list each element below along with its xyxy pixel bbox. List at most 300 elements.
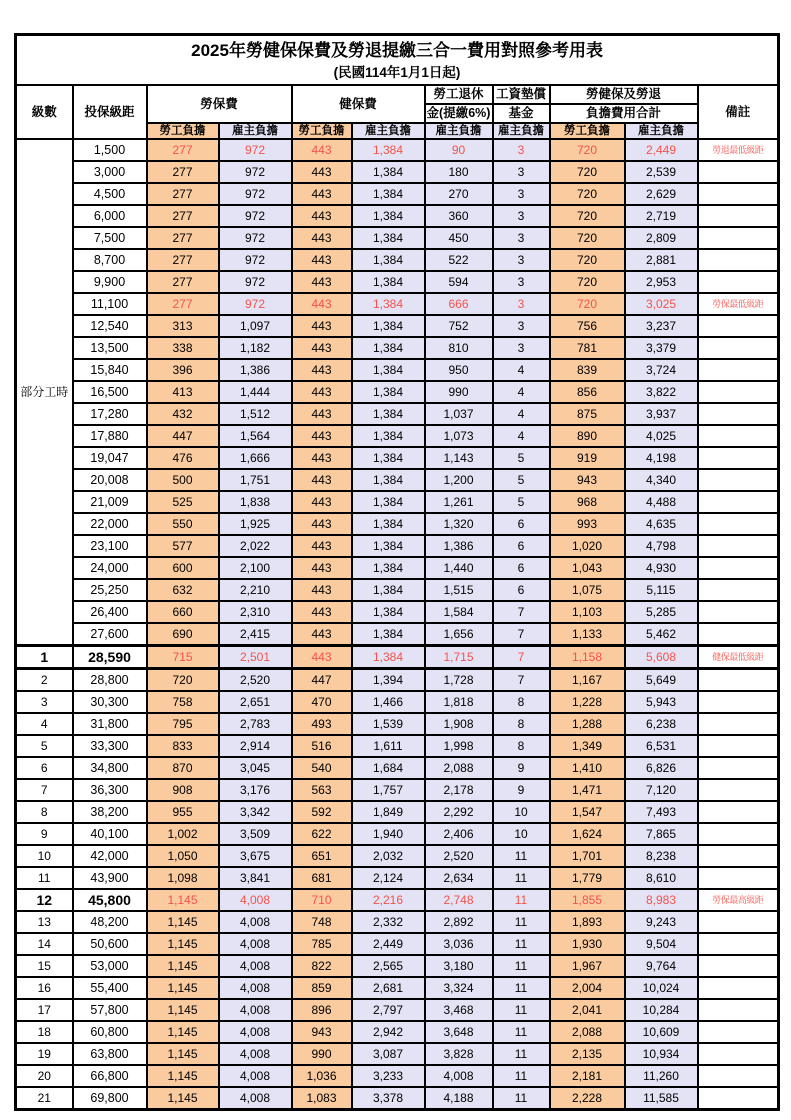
cell-value: 443 [292, 139, 352, 161]
cell-value: 2,210 [219, 579, 292, 601]
cell-remark [698, 999, 779, 1021]
cell-value: 795 [147, 713, 219, 735]
cell-value: 3 [493, 183, 550, 205]
cell-value: 550 [147, 513, 219, 535]
cell-value: 3,378 [352, 1087, 425, 1110]
cell-value: 443 [292, 271, 352, 293]
cell-value: 11 [493, 911, 550, 933]
cell-remark [698, 403, 779, 425]
cell-remark [698, 623, 779, 646]
cell-value: 1,838 [219, 491, 292, 513]
cell-remark [698, 601, 779, 623]
cell-value: 3 [493, 271, 550, 293]
cell-remark: 勞退最低級距 [698, 139, 779, 161]
cell-value: 2,406 [425, 823, 493, 845]
cell-remark [698, 911, 779, 933]
cell-remark [698, 977, 779, 999]
cell-value: 3 [493, 337, 550, 359]
cell-value: 443 [292, 403, 352, 425]
cell-value: 4,008 [425, 1065, 493, 1087]
cell-bracket: 50,600 [73, 933, 147, 955]
cell-value: 2,022 [219, 535, 292, 557]
cell-value: 1,043 [550, 557, 625, 579]
cell-bracket: 33,300 [73, 735, 147, 757]
subheader-total-employer: 雇主負擔 [625, 123, 698, 139]
cell-value: 4,008 [219, 933, 292, 955]
cell-level: 16 [16, 977, 73, 999]
cell-value: 450 [425, 227, 493, 249]
subheader-labor-employee: 勞工負擔 [147, 123, 219, 139]
cell-value: 2,332 [352, 911, 425, 933]
cell-bracket: 27,600 [73, 623, 147, 646]
header-health-insurance: 健保費 [292, 85, 425, 123]
cell-value: 666 [425, 293, 493, 315]
cell-value: 1,145 [147, 1065, 219, 1087]
cell-value: 720 [550, 227, 625, 249]
table-row [16, 579, 779, 601]
cell-value: 1,228 [550, 691, 625, 713]
header-level: 級數 [16, 85, 73, 139]
header-labor-insurance: 勞保費 [147, 85, 292, 123]
table-row [16, 669, 779, 692]
cell-value: 577 [147, 535, 219, 557]
cell-value: 5 [493, 469, 550, 491]
cell-value: 1,073 [425, 425, 493, 447]
cell-bracket: 1,500 [73, 139, 147, 161]
cell-value: 720 [550, 293, 625, 315]
cell-value: 1,384 [352, 183, 425, 205]
cell-value: 1,145 [147, 977, 219, 999]
cell-value: 4,930 [625, 557, 698, 579]
cell-value: 1,145 [147, 955, 219, 977]
cell-value: 1,564 [219, 425, 292, 447]
cell-value: 3,724 [625, 359, 698, 381]
cell-value: 2,228 [550, 1087, 625, 1110]
cell-value: 1,384 [352, 139, 425, 161]
cell-remark [698, 249, 779, 271]
cell-value: 1,002 [147, 823, 219, 845]
cell-value: 6 [493, 513, 550, 535]
cell-bracket: 22,000 [73, 513, 147, 535]
cell-bracket: 25,250 [73, 579, 147, 601]
cell-value: 1,349 [550, 735, 625, 757]
cell-bracket: 7,500 [73, 227, 147, 249]
cell-value: 9,243 [625, 911, 698, 933]
cell-value: 2,565 [352, 955, 425, 977]
table-row [16, 779, 779, 801]
cell-value: 277 [147, 161, 219, 183]
table-row [16, 823, 779, 845]
cell-remark [698, 933, 779, 955]
cell-value: 443 [292, 161, 352, 183]
cell-value: 11 [493, 1021, 550, 1043]
cell-value: 2,449 [352, 933, 425, 955]
cell-value: 1,666 [219, 447, 292, 469]
cell-value: 1,728 [425, 669, 493, 692]
cell-value: 11 [493, 933, 550, 955]
cell-remark: 勞保最高級距 [698, 889, 779, 911]
cell-value: 4,008 [219, 955, 292, 977]
cell-value: 277 [147, 205, 219, 227]
table-row [16, 337, 779, 359]
cell-remark [698, 1043, 779, 1065]
cell-value: 859 [292, 977, 352, 999]
cell-bracket: 42,000 [73, 845, 147, 867]
cell-value: 338 [147, 337, 219, 359]
cell-value: 443 [292, 227, 352, 249]
cell-value: 1,182 [219, 337, 292, 359]
cell-value: 443 [292, 359, 352, 381]
cell-value: 432 [147, 403, 219, 425]
cell-value: 919 [550, 447, 625, 469]
cell-value: 8 [493, 713, 550, 735]
cell-value: 972 [219, 161, 292, 183]
cell-value: 1,384 [352, 293, 425, 315]
cell-level: 6 [16, 757, 73, 779]
subheader-fund-employer: 雇主負擔 [493, 123, 550, 139]
table-row [16, 227, 779, 249]
cell-value: 5,462 [625, 623, 698, 646]
cell-value: 3,648 [425, 1021, 493, 1043]
cell-value: 5,115 [625, 579, 698, 601]
table-row [16, 139, 779, 161]
cell-value: 525 [147, 491, 219, 513]
cell-level: 17 [16, 999, 73, 1021]
cell-remark [698, 513, 779, 535]
cell-value: 443 [292, 601, 352, 623]
cell-value: 758 [147, 691, 219, 713]
cell-bracket: 6,000 [73, 205, 147, 227]
cell-value: 522 [425, 249, 493, 271]
cell-level: 11 [16, 867, 73, 889]
cell-value: 10,284 [625, 999, 698, 1021]
cell-value: 3,036 [425, 933, 493, 955]
cell-value: 3,237 [625, 315, 698, 337]
cell-level: 19 [16, 1043, 73, 1065]
cell-value: 11 [493, 955, 550, 977]
cell-value: 3,324 [425, 977, 493, 999]
cell-value: 470 [292, 691, 352, 713]
cell-value: 781 [550, 337, 625, 359]
cell-value: 4,635 [625, 513, 698, 535]
cell-value: 1,547 [550, 801, 625, 823]
cell-level: 15 [16, 955, 73, 977]
cell-value: 5,649 [625, 669, 698, 692]
cell-value: 360 [425, 205, 493, 227]
cell-value: 10 [493, 823, 550, 845]
cell-value: 6,238 [625, 713, 698, 735]
cell-value: 10 [493, 801, 550, 823]
table-row [16, 691, 779, 713]
cell-value: 1,036 [292, 1065, 352, 1087]
cell-value: 1,849 [352, 801, 425, 823]
cell-value: 1,701 [550, 845, 625, 867]
cell-value: 5 [493, 491, 550, 513]
cell-value: 3 [493, 315, 550, 337]
cell-bracket: 28,590 [73, 646, 147, 669]
cell-remark [698, 1065, 779, 1087]
cell-value: 1,384 [352, 249, 425, 271]
cell-value: 2,135 [550, 1043, 625, 1065]
cell-bracket: 21,009 [73, 491, 147, 513]
cell-remark [698, 757, 779, 779]
cell-value: 2,292 [425, 801, 493, 823]
subheader-total-employee: 勞工負擔 [550, 123, 625, 139]
table-row [16, 867, 779, 889]
table-row [16, 557, 779, 579]
cell-value: 3,675 [219, 845, 292, 867]
cell-value: 2,783 [219, 713, 292, 735]
cell-value: 950 [425, 359, 493, 381]
cell-value: 11 [493, 999, 550, 1021]
cell-value: 443 [292, 513, 352, 535]
cell-bracket: 55,400 [73, 977, 147, 999]
table-row [16, 911, 779, 933]
cell-bracket: 3,000 [73, 161, 147, 183]
header-total-line2: 負擔費用合計 [550, 104, 698, 123]
cell-value: 3,379 [625, 337, 698, 359]
table-row [16, 469, 779, 491]
cell-value: 1,145 [147, 911, 219, 933]
cell-value: 6 [493, 535, 550, 557]
cell-value: 8,983 [625, 889, 698, 911]
cell-value: 972 [219, 183, 292, 205]
cell-remark [698, 1021, 779, 1043]
cell-value: 2,634 [425, 867, 493, 889]
cell-bracket: 48,200 [73, 911, 147, 933]
cell-remark [698, 491, 779, 513]
cell-value: 1,145 [147, 933, 219, 955]
cell-value: 9,504 [625, 933, 698, 955]
cell-value: 2,797 [352, 999, 425, 1021]
cell-level: 3 [16, 691, 73, 713]
cell-value: 5,285 [625, 601, 698, 623]
fee-table-page [14, 33, 780, 1111]
cell-value: 1,103 [550, 601, 625, 623]
cell-remark: 健保最低級距 [698, 646, 779, 669]
cell-bracket: 8,700 [73, 249, 147, 271]
cell-remark [698, 447, 779, 469]
cell-remark [698, 315, 779, 337]
cell-value: 516 [292, 735, 352, 757]
cell-value: 270 [425, 183, 493, 205]
cell-value: 752 [425, 315, 493, 337]
cell-value: 277 [147, 183, 219, 205]
cell-value: 2,629 [625, 183, 698, 205]
table-row [16, 977, 779, 999]
cell-value: 839 [550, 359, 625, 381]
subheader-pension-employer: 雇主負擔 [425, 123, 493, 139]
cell-value: 1,779 [550, 867, 625, 889]
table-row [16, 381, 779, 403]
cell-value: 90 [425, 139, 493, 161]
cell-value: 4,008 [219, 977, 292, 999]
cell-value: 4,008 [219, 1043, 292, 1065]
cell-bracket: 15,840 [73, 359, 147, 381]
cell-value: 443 [292, 183, 352, 205]
table-row [16, 249, 779, 271]
cell-value: 4,008 [219, 911, 292, 933]
cell-value: 3,025 [625, 293, 698, 315]
cell-value: 313 [147, 315, 219, 337]
cell-bracket: 53,000 [73, 955, 147, 977]
table-row [16, 425, 779, 447]
cell-value: 1,384 [352, 271, 425, 293]
cell-value: 2,088 [425, 757, 493, 779]
cell-bracket: 12,540 [73, 315, 147, 337]
cell-value: 896 [292, 999, 352, 1021]
cell-value: 1,384 [352, 315, 425, 337]
cell-value: 1,440 [425, 557, 493, 579]
cell-value: 447 [147, 425, 219, 447]
part-time-cell: 部分工時 [16, 139, 73, 646]
cell-value: 1,384 [352, 579, 425, 601]
cell-level: 21 [16, 1087, 73, 1110]
cell-value: 1,930 [550, 933, 625, 955]
cell-remark [698, 359, 779, 381]
cell-value: 955 [147, 801, 219, 823]
cell-value: 6,826 [625, 757, 698, 779]
cell-value: 443 [292, 623, 352, 646]
cell-value: 3,841 [219, 867, 292, 889]
cell-value: 2,310 [219, 601, 292, 623]
cell-bracket: 31,800 [73, 713, 147, 735]
cell-value: 2,124 [352, 867, 425, 889]
cell-value: 443 [292, 205, 352, 227]
table-row [16, 757, 779, 779]
cell-value: 1,384 [352, 447, 425, 469]
cell-value: 2,520 [219, 669, 292, 692]
cell-value: 972 [219, 249, 292, 271]
cell-value: 4,188 [425, 1087, 493, 1110]
table-row [16, 183, 779, 205]
table-row [16, 955, 779, 977]
cell-value: 443 [292, 557, 352, 579]
table-row [16, 845, 779, 867]
cell-value: 2,100 [219, 557, 292, 579]
cell-remark [698, 669, 779, 692]
cell-value: 833 [147, 735, 219, 757]
header-bracket: 投保級距 [73, 85, 147, 139]
cell-value: 720 [550, 183, 625, 205]
cell-value: 1,384 [352, 359, 425, 381]
cell-level: 8 [16, 801, 73, 823]
cell-value: 11,585 [625, 1087, 698, 1110]
cell-value: 993 [550, 513, 625, 535]
cell-value: 6 [493, 557, 550, 579]
cell-bracket: 16,500 [73, 381, 147, 403]
cell-value: 651 [292, 845, 352, 867]
cell-bracket: 45,800 [73, 889, 147, 911]
cell-value: 11 [493, 867, 550, 889]
cell-value: 720 [550, 271, 625, 293]
cell-value: 3,822 [625, 381, 698, 403]
cell-remark [698, 469, 779, 491]
cell-value: 1,967 [550, 955, 625, 977]
cell-value: 1,098 [147, 867, 219, 889]
cell-value: 2,449 [625, 139, 698, 161]
cell-value: 493 [292, 713, 352, 735]
cell-level: 7 [16, 779, 73, 801]
cell-value: 1,624 [550, 823, 625, 845]
cell-value: 6,531 [625, 735, 698, 757]
cell-remark [698, 691, 779, 713]
cell-value: 870 [147, 757, 219, 779]
cell-value: 3 [493, 139, 550, 161]
cell-value: 1,539 [352, 713, 425, 735]
cell-bracket: 23,100 [73, 535, 147, 557]
cell-value: 447 [292, 669, 352, 692]
cell-value: 2,178 [425, 779, 493, 801]
cell-value: 622 [292, 823, 352, 845]
cell-value: 2,088 [550, 1021, 625, 1043]
header-wage-fund-line1: 工資墊償 [493, 85, 550, 104]
cell-bracket: 28,800 [73, 669, 147, 692]
cell-bracket: 4,500 [73, 183, 147, 205]
cell-value: 1,855 [550, 889, 625, 911]
cell-value: 443 [292, 535, 352, 557]
cell-value: 1,384 [352, 403, 425, 425]
cell-value: 592 [292, 801, 352, 823]
cell-value: 3,176 [219, 779, 292, 801]
cell-value: 4 [493, 359, 550, 381]
cell-value: 4,008 [219, 999, 292, 1021]
table-row [16, 623, 779, 646]
cell-value: 8,238 [625, 845, 698, 867]
cell-value: 1,145 [147, 889, 219, 911]
cell-value: 600 [147, 557, 219, 579]
cell-value: 11 [493, 1043, 550, 1065]
cell-value: 2,004 [550, 977, 625, 999]
cell-value: 1,384 [352, 227, 425, 249]
cell-value: 1,384 [352, 425, 425, 447]
cell-value: 10,609 [625, 1021, 698, 1043]
cell-bracket: 60,800 [73, 1021, 147, 1043]
cell-value: 2,892 [425, 911, 493, 933]
cell-value: 4,198 [625, 447, 698, 469]
table-row [16, 889, 779, 911]
cell-value: 443 [292, 646, 352, 669]
cell-remark [698, 801, 779, 823]
cell-bracket: 26,400 [73, 601, 147, 623]
title-row [16, 35, 779, 86]
cell-value: 4,340 [625, 469, 698, 491]
cell-value: 4 [493, 403, 550, 425]
cell-value: 1,940 [352, 823, 425, 845]
cell-value: 785 [292, 933, 352, 955]
cell-value: 720 [550, 205, 625, 227]
cell-value: 3,087 [352, 1043, 425, 1065]
cell-value: 1,083 [292, 1087, 352, 1110]
cell-value: 2,914 [219, 735, 292, 757]
cell-value: 1,145 [147, 999, 219, 1021]
cell-value: 3,509 [219, 823, 292, 845]
cell-remark [698, 735, 779, 757]
cell-value: 2,539 [625, 161, 698, 183]
subheader-health-employee: 勞工負擔 [292, 123, 352, 139]
cell-value: 11,260 [625, 1065, 698, 1087]
cell-value: 443 [292, 469, 352, 491]
table-row [16, 601, 779, 623]
cell-remark [698, 779, 779, 801]
title-cell [16, 35, 779, 86]
cell-bracket: 43,900 [73, 867, 147, 889]
table-row [16, 359, 779, 381]
cell-value: 972 [219, 139, 292, 161]
cell-level: 9 [16, 823, 73, 845]
cell-value: 594 [425, 271, 493, 293]
cell-value: 396 [147, 359, 219, 381]
